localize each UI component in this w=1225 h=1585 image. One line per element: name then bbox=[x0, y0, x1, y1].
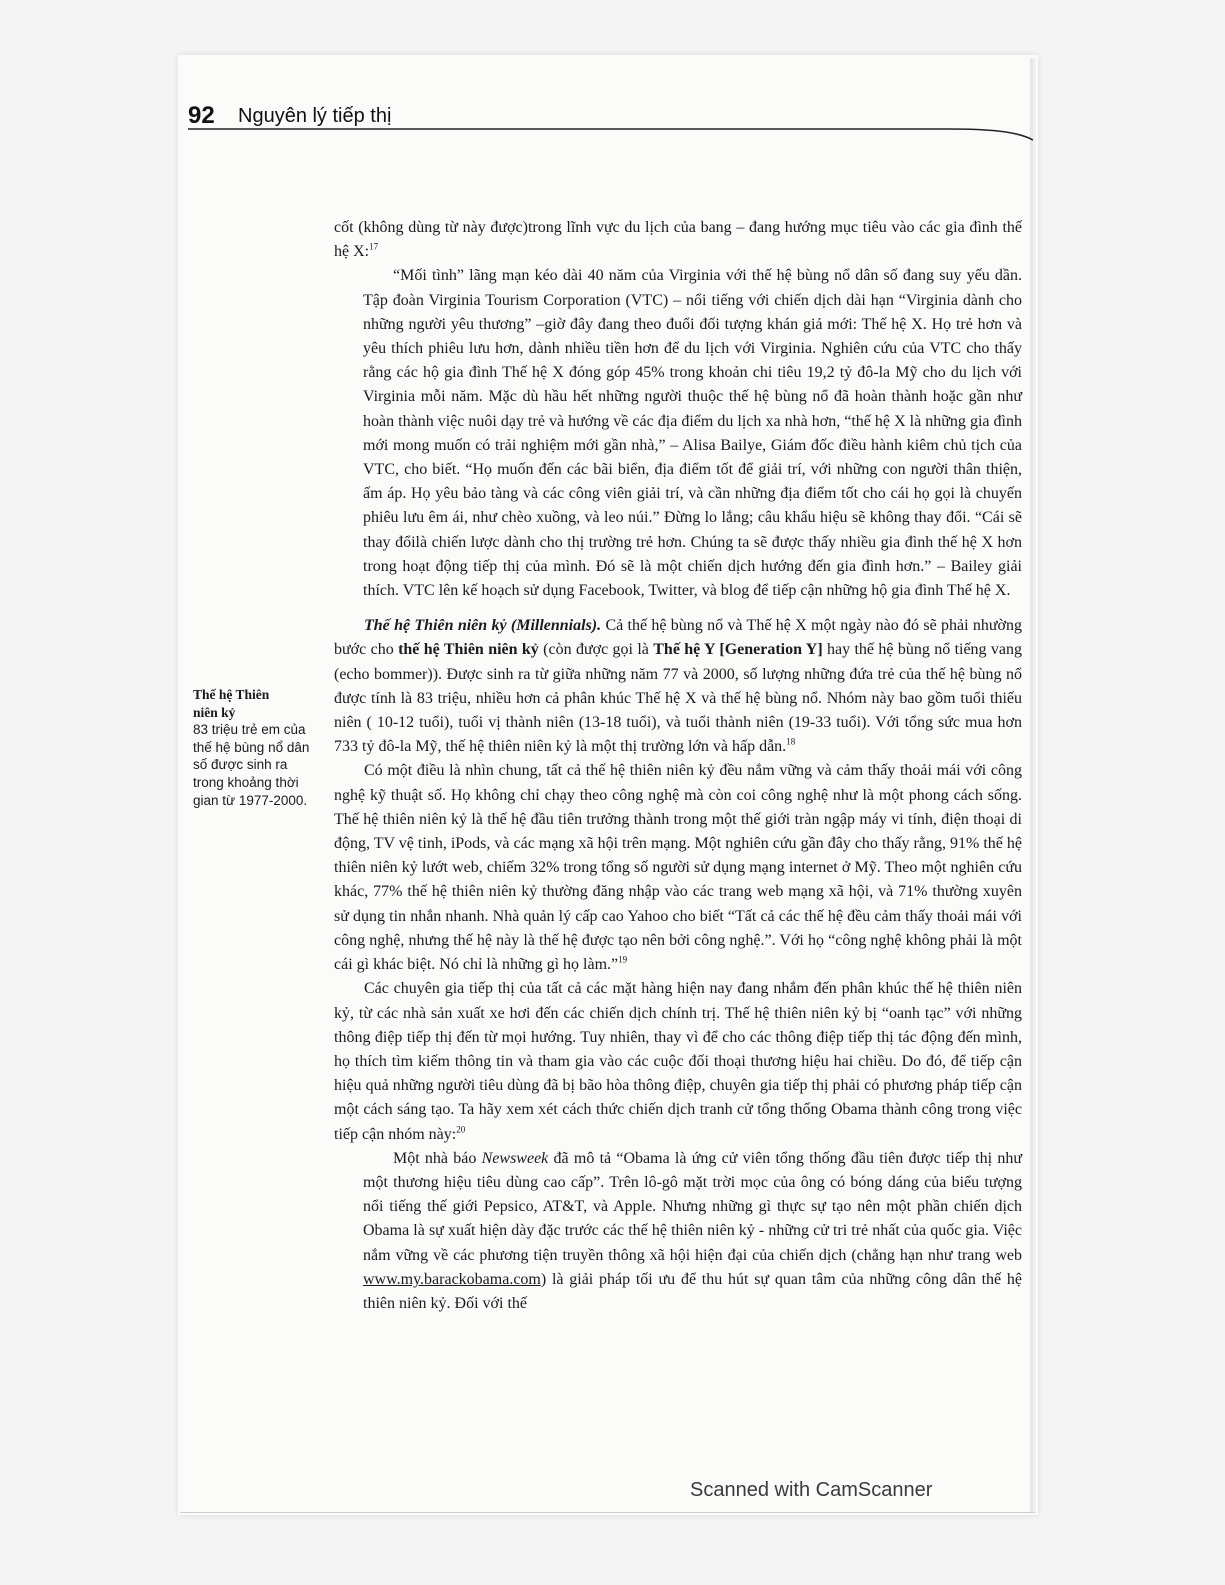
quote-obama-text-c: ) là giải pháp tối ưu để thu hút sự quan tâm của những công dân thế hệ thiên niên kỷ. Đối với thế bbox=[363, 1270, 1022, 1312]
footnote-ref-19: 19 bbox=[618, 954, 628, 965]
quote-obama bbox=[363, 1147, 1022, 1316]
paragraph-millennials-text-c: hay thế hệ bùng nổ tiếng vang (echo bommer)). Được sinh ra từ giữa những năm 77 và 2000, số lượng những đứa trẻ của thế hệ bùng nổ được tính là 83 triệu, nhiều hơn cả phân khúc Thế hệ X và thế hệ bùng nổ. Nhóm này bao gồm tuổi thiếu niên ( 10-12 tuổi), tuổi vị thành niên (13-18 tuổi), và tuổi thành niên (19-33 tuổi). Với tổng sức mua hơn 733 tỷ đô-la Mỹ, thế hệ thiên niên kỷ là một thị trường lớn và hấp dẫn. bbox=[334, 641, 1023, 756]
campaign-url-link[interactable]: www.my.barackobama.com bbox=[363, 1270, 541, 1288]
key-term-generation-y: Thế hệ Y [Generation Y] bbox=[653, 641, 823, 659]
paragraph-millennials-text-b: (còn được gọi là bbox=[538, 641, 654, 659]
quote-obama-text-a: Một nhà báo bbox=[393, 1149, 482, 1167]
quote-virginia bbox=[363, 264, 1022, 603]
bottom-divider bbox=[180, 1512, 1035, 1513]
paragraph-1-text: cốt (không dùng từ này được)trong lĩnh vực du lịch của bang – đang hướng mục tiêu vào các gia đình thế hệ X: bbox=[334, 219, 1022, 261]
margin-term-line1: Thế hệ Thiên bbox=[193, 687, 270, 702]
key-term-millennials: thế hệ Thiên niên kỷ bbox=[398, 641, 539, 659]
footnote-ref-18: 18 bbox=[786, 736, 796, 747]
margin-definition-text: 83 triệu trẻ em của thế hệ bùng nổ dân số được sinh ra trong khoảng thời gian từ 1977-2000. bbox=[193, 722, 310, 808]
magazine-name: Newsweek bbox=[481, 1149, 549, 1167]
body-text bbox=[334, 216, 1022, 1316]
paragraph-1 bbox=[334, 216, 1022, 264]
quote-virginia-text: “Mối tình” lãng mạn kéo dài 40 năm của Virginia với thế hệ bùng nổ dân số đang suy yếu dần. Tập đoàn Virginia Tourism Corporation (VTC) – nổi tiếng với chiến dịch dài hạn “Virginia dành cho những người yêu thương” –giờ đây đang theo đuổi đối tượng khán giả mới: Thế hệ X. Họ trẻ hơn và yêu thích phiêu lưu hơn, dành nhiều tiền hơn để du lịch với Virginia. Nghiên cứu của VTC cho thấy rằng các hộ gia đình Thế hệ X đóng góp 45% trong khoản chi tiêu 19,2 tỷ đô-la Mỹ cho du lịch với Virginia mỗi năm. Mặc dù hầu hết những người thuộc thế hệ bùng nổ đã hoàn thành hoặc gần như hoàn thành việc nuôi dạy trẻ và hướng về các địa điểm du lịch xa nhà hơn, “thế hệ X là những gia đình mới mong muốn có trải nghiệm mới gần nhà,” – Alisa Bailye, Giám đốc điều hành kiêm chủ tịch của VTC, cho biết. “Họ muốn đến các bãi biển, địa điểm tốt để giải trí, với những con người thân thiện, ấm áp. Họ yêu bảo tàng và các công viên giải trí, và cần những địa điểm tốt cho cái họ gọi là chuyến phiêu lưu êm ái, như chèo xuồng, và leo núi.” Đừng lo lắng; câu khẩu hiệu sẽ không thay đổi. “Cái sẽ thay đổilà chiến lược dành cho thị trường trẻ hơn. Chúng ta sẽ được thấy nhiều gia đình thế hệ X hơn trong hoạt động tiếp thị của mình. Đó sẽ là một chiến dịch hướng đến gia đình hơn.” – Bailey giải thích. VTC lên kế hoạch sử dụng Facebook, Twitter, và blog để tiếp cận những hộ gia đình Thế hệ X. bbox=[363, 267, 1022, 600]
quote-obama-text-b: đã mô tả “Obama là ứng cử viên tổng thống đầu tiên được tiếp thị như một thương hiệu tiêu dùng cao cấp”. Trên lô-gô mặt trời mọc của ông có bóng dáng của biểu tượng nổi tiếng thế giới Pepsico, AT&T, và Apple. Nhưng những gì thực sự tạo nên một phần chiến dịch Obama là sự xuất hiện dày đặc trước các thế hệ thiên niên kỷ - những cử tri trẻ nhất của quốc gia. Việc nắm vững về các phương tiện truyền thông xã hội hiện đại của chiến dịch (chẳng hạn như trang web bbox=[363, 1149, 1022, 1264]
camscanner-watermark: Scanned with CamScanner bbox=[690, 1479, 933, 1501]
margin-definition bbox=[193, 686, 318, 809]
paragraph-marketers-text: Các chuyên gia tiếp thị của tất cả các mặt hàng hiện nay đang nhắm đến phân khúc thế hệ thiên niên kỷ, từ các nhà sản xuất xe hơi đến các chiến dịch chính trị. Thế hệ thiên niên kỷ bị “oanh tạc” với những thông điệp tiếp thị đến từ mọi hướng. Tuy nhiên, thay vì để cho các thông điệp tiếp thị tác động đến mình, họ thích tìm kiếm thông tin và tham gia vào các cuộc đối thoại thương hiệu hai chiều. Do đó, để tiếp cận hiệu quả những người tiêu dùng đã bị bão hòa thông điệp, chuyên gia tiếp thị phải có phương pháp tiếp cận một cách sáng tạo. Ta hãy xem xét cách thức chiến dịch tranh cử tổng thống Obama thành công trong việc tiếp cận nhóm này: bbox=[334, 980, 1022, 1143]
paragraph-technology bbox=[334, 759, 1022, 977]
footnote-ref-20: 20 bbox=[456, 1124, 466, 1135]
paragraph-millennials-text-a: Cả thế hệ bùng nổ và Thế hệ X một ngày nào đó sẽ phải nhường bước cho bbox=[334, 617, 1022, 659]
page-number: 92 bbox=[188, 102, 215, 129]
margin-term-line2: niên kỷ bbox=[193, 704, 236, 720]
page-edge-shadow bbox=[1030, 58, 1036, 1513]
book-title: Nguyên lý tiếp thị bbox=[238, 105, 392, 127]
running-header bbox=[188, 100, 1033, 140]
paragraph-technology-text: Có một điều là nhìn chung, tất cả thế hệ thiên niên kỷ đều nắm vững và cảm thấy thoải mái với công nghệ kỹ thuật số. Họ không chỉ chạy theo công nghệ mà còn coi công nghệ như là một phong cách sống. Thế hệ thiên niên kỷ là thế hệ đầu tiên trưởng thành trong một thế giới tràn ngập máy vi tính, điện thoại di động, TV vệ tinh, iPods, và các mạng xã hội trên mạng. Một nghiên cứu gần đây cho thấy rằng, 91% thế hệ thiên niên kỷ lướt web, chiếm 32% trong tổng số người sử dụng mạng internet ở Mỹ. Theo một nghiên cứu khác, 77% thế hệ thiên niên kỷ thường đăng nhập vào các trang web mạng xã hội, và 71% thường xuyên sử dụng tin nhắn nhanh. Nhà quản lý cấp cao Yahoo cho biết “Tất cả các thế hệ đều cảm thấy thoải mái với công nghệ, nhưng thế hệ này là thế hệ được tạo nên bởi công nghệ.”. Với họ “công nghệ không phải là một cái gì khác biệt. Nó chỉ là những gì họ làm.” bbox=[334, 762, 1022, 974]
paragraph-millennials bbox=[334, 614, 1022, 759]
section-heading-millennials: Thế hệ Thiên niên kỷ (Millennials). bbox=[364, 617, 602, 635]
paragraph-marketers bbox=[334, 977, 1022, 1146]
footnote-ref-17: 17 bbox=[369, 241, 379, 252]
